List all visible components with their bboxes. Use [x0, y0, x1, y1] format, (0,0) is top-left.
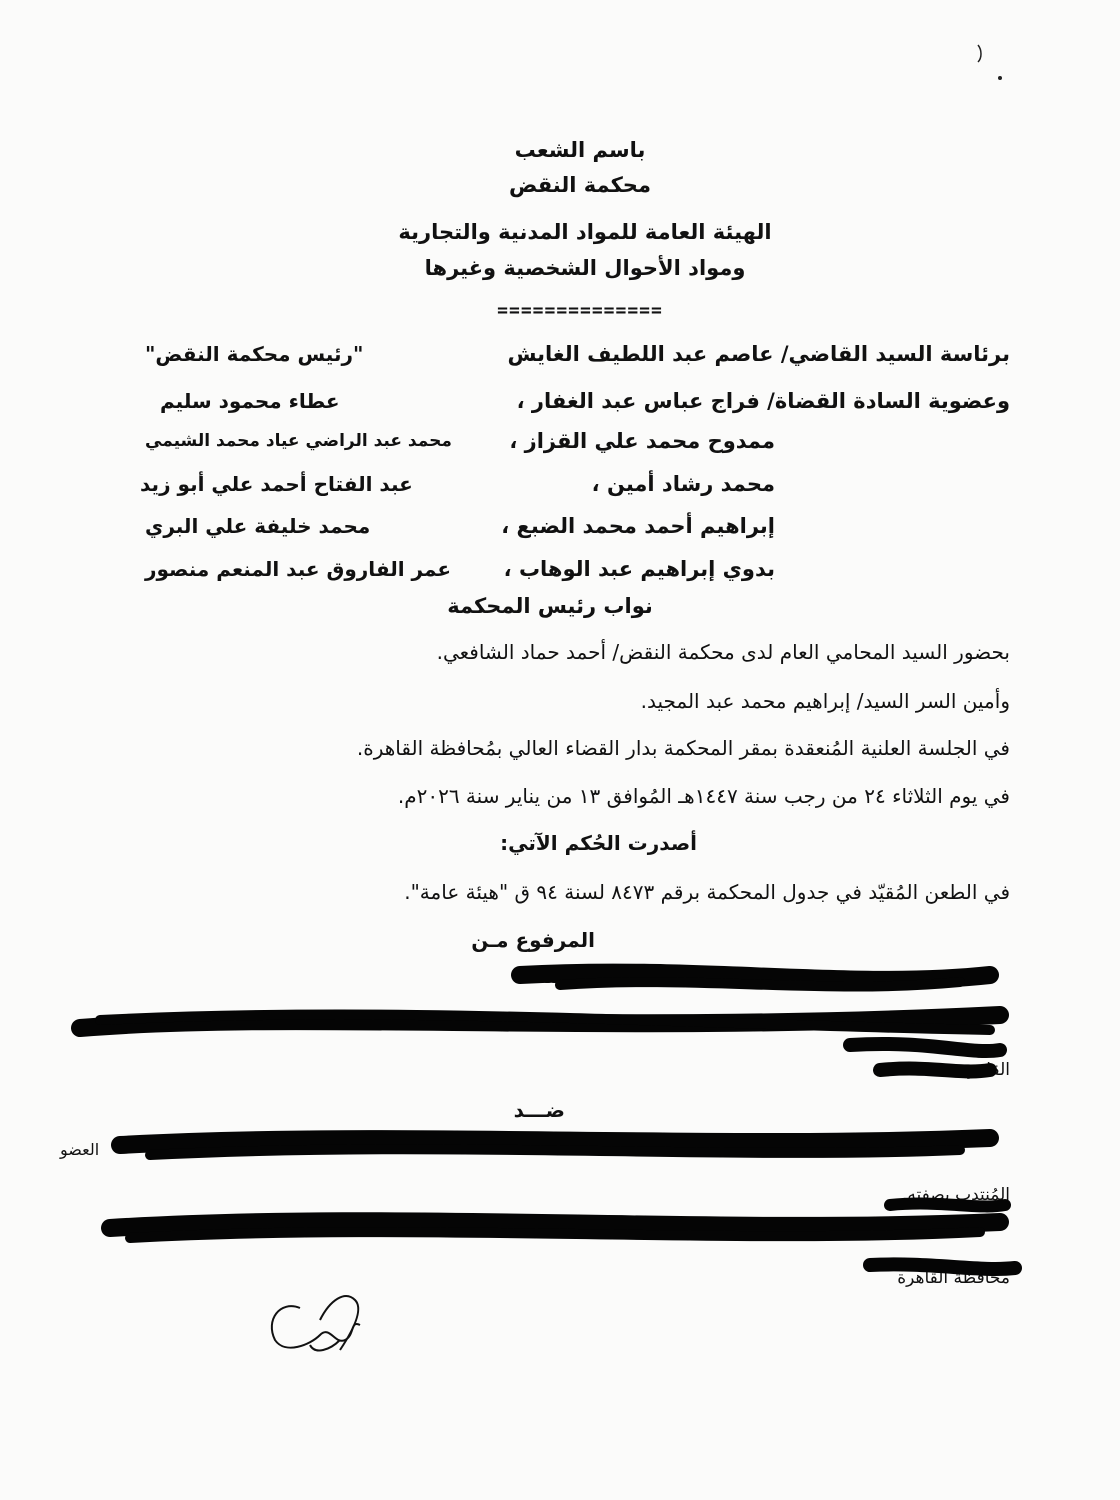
- session-line: في الجلسة العلنية المُنعقدة بمقر المحكمة بدار القضاء العالي بمُحافظة القاهرة.: [356, 736, 1010, 760]
- panel-row-3-right: محمد عبد الراضي عياد محمد الشيمي: [145, 431, 452, 451]
- panel-row-2-left: وعضوية السادة القضاة/ فراج عباس عبد الغفار ،: [516, 389, 1010, 413]
- panel-row-5-left: إبراهيم أحمد محمد الضبع ،: [501, 514, 775, 538]
- redaction-mark: [870, 1264, 1015, 1269]
- panel-row-6-right: عمر الفاروق عبد المنعم منصور: [145, 557, 452, 581]
- redaction-mark: [880, 1069, 990, 1072]
- separator: ==============: [497, 300, 663, 321]
- case-line: في الطعن المُقيّد في جدول المحكمة برقم ٨٤٧٣ لسنة ٩٤ ق "هيئة عامة".: [404, 880, 1010, 904]
- header-line-3: الهيئة العامة للمواد المدنية والتجارية: [398, 220, 772, 244]
- redaction-mark: [110, 1221, 1000, 1228]
- ruling-heading: أصدرت الحُكم الآتي:: [500, 831, 697, 855]
- redaction-mark: [150, 1149, 960, 1155]
- panel-row-2-right: عطاء محمود سليم: [160, 389, 340, 413]
- date-line: في يوم الثلاثاء ٢٤ من رجب سنة ١٤٤٧هـ المُوافق ١٣ من يناير سنة ٢٠٢٦م.: [397, 784, 1010, 808]
- redacted-fragment-5: محافظة القاهرة: [897, 1268, 1010, 1288]
- redaction-mark: [850, 1044, 1000, 1051]
- redaction-mark: [130, 1232, 980, 1238]
- secretary-line: وأمين السر السيد/ إبراهيم محمد عبد المجيد.: [640, 689, 1010, 713]
- panel-row-3-left: ممدوح محمد علي القزاز ،: [509, 429, 775, 453]
- against-heading: ضـــد: [513, 1098, 565, 1122]
- redaction-mark: [560, 982, 960, 987]
- court-name: محكمة النقض: [509, 173, 651, 197]
- panel-footer: نواب رئيس المحكمة: [447, 594, 653, 618]
- redacted-fragment-3: العضو: [60, 1140, 100, 1159]
- raised-by-heading: المرفوع مـن: [471, 928, 595, 952]
- header-line-4: ومواد الأحوال الشخصية وغيرها: [424, 256, 746, 280]
- redaction-mark: [120, 1138, 990, 1145]
- prosecutor-line: بحضور السيد المحامي العام لدى محكمة النقض/ أحمد حماد الشافعي.: [436, 640, 1010, 664]
- signature: [272, 1296, 360, 1350]
- redacted-fragment-4: المُنتدب بصفته.: [901, 1185, 1010, 1205]
- panel-row-4-left: محمد رشاد أمين ،: [591, 472, 775, 496]
- panel-row-4-right: عبد الفتاح أحمد علي أبو زيد: [140, 472, 413, 496]
- panel-row-1-left: برئاسة السيد القاضي/ عاصم عبد اللطيف الغايش: [507, 342, 1010, 366]
- scan-marks: [978, 45, 1002, 80]
- panel-row-1-right: "رئيس محكمة النقض": [145, 342, 364, 366]
- redacted-fragment-2: القاهرة.: [953, 1060, 1010, 1080]
- panel-row-5-right: محمد خليفة علي البري: [145, 514, 371, 538]
- panel-row-6-left: بدوي إبراهيم عبد الوهاب ،: [503, 557, 775, 581]
- redaction-mark: [890, 1204, 1005, 1207]
- redacted-fragment-1: بصفته.: [527, 968, 575, 988]
- header-line-1: باسم الشعب: [514, 138, 646, 162]
